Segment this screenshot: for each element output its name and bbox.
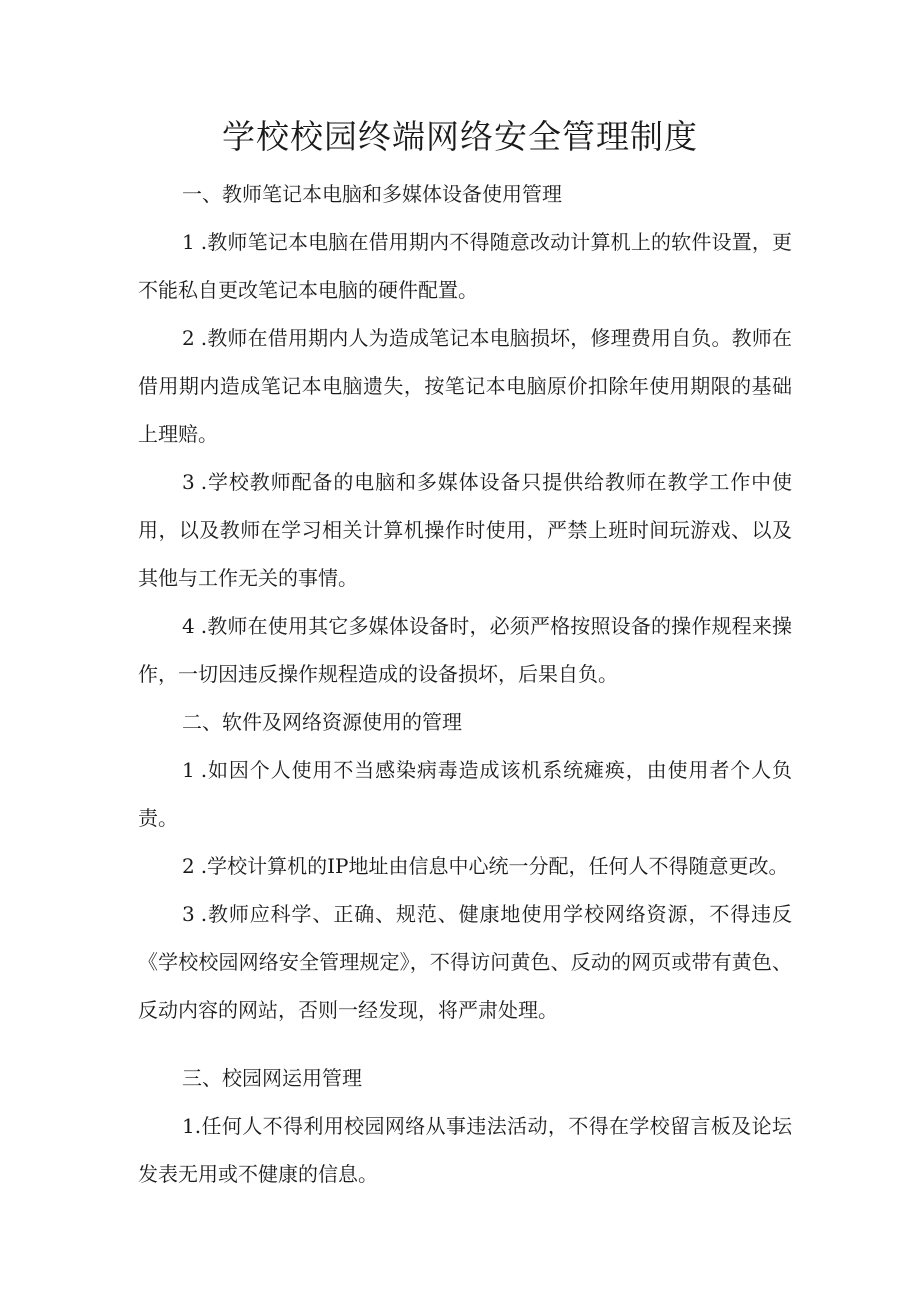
list-item [138, 314, 792, 458]
item-text: .学校教师配备的电脑和多媒体设备只提供给教师在教学工作中使用，以及教师在学习相关计算机操作时使用，严禁上班时间玩游戏、以及其他与工作无关的事情。 [138, 470, 792, 590]
item-number: 2 [182, 854, 195, 878]
item-text: .如因个人使用不当感染病毒造成该机系统瘫痪，由使用者个人负责。 [138, 758, 792, 830]
item-number: 1 [182, 758, 195, 782]
item-text: .教师笔记本电脑在借用期内不得随意改动计算机上的软件设置，更不能私自更改笔记本电脑的硬件配置。 [138, 230, 792, 302]
item-number: 1 [182, 230, 195, 254]
section-heading: 三、校园网运用管理 [182, 1066, 362, 1090]
item-text: .教师在借用期内人为造成笔记本电脑损坏，修理费用自负。教师在借用期内造成笔记本电脑遗失，按笔记本电脑原价扣除年使用期限的基础上理赔。 [138, 326, 792, 446]
item-number: 3 [182, 902, 195, 926]
item-number: 1. [182, 1114, 202, 1138]
item-text: 任何人不得利用校园网络从事违法活动，不得在学校留言板及论坛发表无用或不健康的信息。 [138, 1114, 792, 1186]
item-text: .学校计算机的IP地址由信息中心统一分配，任何人不得随意更改。 [200, 854, 789, 878]
item-number: 4 [182, 614, 195, 638]
document-body [138, 170, 792, 1198]
section-heading: 二、软件及网络资源使用的管理 [182, 710, 462, 734]
page-title: 学校校园终端网络安全管理制度 [222, 117, 698, 156]
item-number: 3 [182, 470, 195, 494]
item-text: .教师应科学、正确、规范、健康地使用学校网络资源，不得违反《学校校园网络安全管理规定》，不得访问黄色、反动的网页或带有黄色、反动内容的网站，否则一经发现，将严肃处理。 [138, 902, 792, 1022]
item-text: .教师在使用其它多媒体设备时，必须严格按照设备的操作规程来操作，一切因违反操作规程造成的设备损坏，后果自负。 [138, 614, 792, 686]
list-item [138, 602, 792, 698]
section-heading: 一、教师笔记本电脑和多媒体设备使用管理 [182, 182, 562, 206]
item-number: 2 [182, 326, 195, 350]
list-item [138, 458, 792, 602]
list-item [138, 218, 792, 314]
list-item [138, 890, 792, 1034]
list-item [138, 746, 792, 842]
list-item [138, 842, 792, 890]
list-item [138, 1102, 792, 1198]
